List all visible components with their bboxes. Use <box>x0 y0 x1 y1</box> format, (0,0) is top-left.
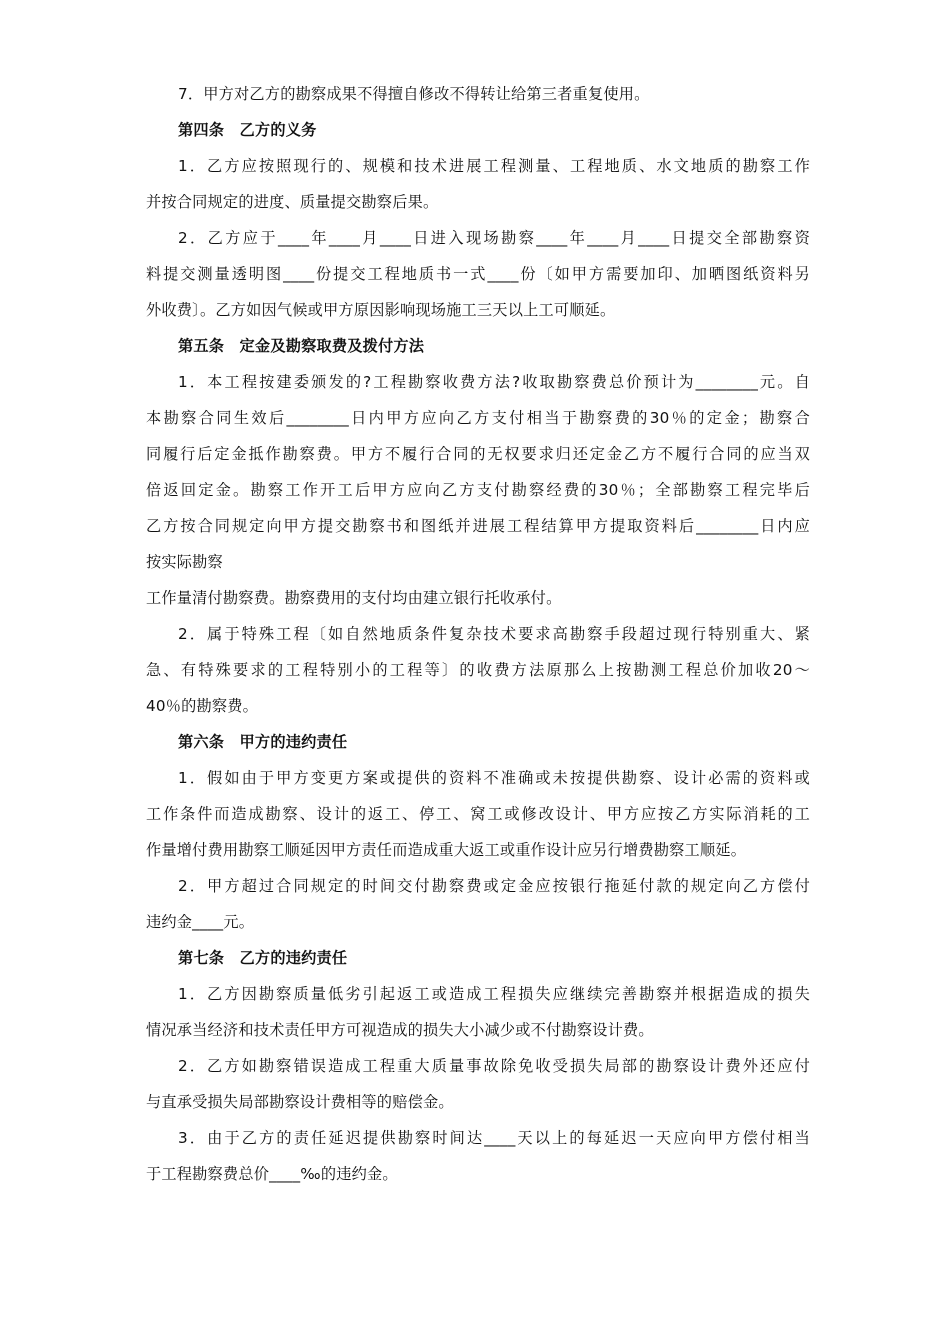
article-4-item-2-line-1: 2．乙方应于____年____月____日进入现场勘察____年____月____日提交全部勘察资 <box>178 229 810 247</box>
article-7-item-3-line-1: 3．由于乙方的责任延迟提供勘察时间达____天以上的每延迟一天应向甲方偿付相当 <box>178 1129 810 1147</box>
article-5-item-1-line-2: 本勘察合同生效后________日内甲方应向乙方支付相当于勘察费的30％的定金；勘察合 <box>146 409 810 427</box>
article-6-item-1-line-2: 工作条件而造成勘察、设计的返工、停工、窝工或修改设计、甲方应按乙方实际消耗的工 <box>146 805 810 823</box>
article-5-item-1-line-1: 1．本工程按建委颁发的?工程勘察收费方法?收取勘察费总价预计为________元。自 <box>178 373 810 391</box>
article-5-item-1-line-4: 倍返回定金。勘察工作开工后甲方应向乙方支付勘察经费的30％；全部勘察工程完毕后 <box>146 481 810 499</box>
article-5-item-2-line-1: 2．属于特殊工程〔如自然地质条件复杂技术要求高勘察手段超过现行特别重大、紧 <box>178 625 810 643</box>
article-6-item-2-line-1: 2．甲方超过合同规定的时间交付勘察费或定金应按银行拖延付款的规定向乙方偿付 <box>178 877 810 895</box>
article-5-item-2-line-2: 急、有特殊要求的工程特别小的工程等〕的收费方法原那么上按勘测工程总价加收20～ <box>146 661 810 679</box>
article-7-item-3-line-2: 于工程勘察费总价____‰的违约金。 <box>146 1165 398 1183</box>
article-5-item-1-line-5: 乙方按合同规定向甲方提交勘察书和图纸并进展工程结算甲方提取资料后________日内应 <box>146 517 810 535</box>
article-7-item-1-line-1: 1．乙方因勘察质量低劣引起返工或造成工程损失应继续完善勘察并根据造成的损失 <box>178 985 810 1003</box>
article-7-item-2-line-2: 与直承受损失局部勘察设计费相等的赔偿金。 <box>146 1093 454 1111</box>
article-4-item-2-line-3: 外收费〕。乙方如因气候或甲方原因影响现场施工三天以上工可顺延。 <box>146 301 616 319</box>
article-4-heading: 第四条 乙方的义务 <box>178 121 317 139</box>
article-4-item-2-line-2: 料提交测量透明图____份提交工程地质书一式____份〔如甲方需要加印、加晒图纸资料另 <box>146 265 810 283</box>
article-5-item-1-line-6: 按实际勘察 <box>146 553 223 571</box>
article-5-item-1-line-7: 工作量清付勘察费。勘察费用的支付均由建立银行托收承付。 <box>146 589 562 607</box>
article-5-item-1-line-3: 同履行后定金抵作勘察费。甲方不履行合同的无权要求归还定金乙方不履行合同的应当双 <box>146 445 810 463</box>
article-5-heading: 第五条 定金及勘察取费及拨付方法 <box>178 337 425 355</box>
article-6-heading: 第六条 甲方的违约责任 <box>178 733 348 751</box>
article-6-item-1-line-3: 作量增付费用勘察工顺延因甲方责任而造成重大返工或重作设计应另行增费勘察工顺延。 <box>146 841 747 859</box>
clause-4-7-text: 7．甲方对乙方的勘察成果不得擅自修改不得转让给第三者重复使用。 <box>178 85 650 103</box>
article-7-heading: 第七条 乙方的违约责任 <box>178 949 348 967</box>
article-6-item-2-line-2: 违约金____元。 <box>146 913 255 931</box>
article-7-item-1-line-2: 情况承当经济和技术责任甲方可视造成的损失大小减少或不付勘察设计费。 <box>146 1021 654 1039</box>
article-6-item-1-line-1: 1．假如由于甲方变更方案或提供的资料不准确或未按提供勘察、设计必需的资料或 <box>178 769 810 787</box>
article-4-item-1-line-2: 并按合同规定的进度、质量提交勘察后果。 <box>146 193 439 211</box>
article-4-item-1-line-1: 1．乙方应按照现行的、规模和技术进展工程测量、工程地质、水文地质的勘察工作 <box>178 157 810 175</box>
document-page <box>146 76 810 1192</box>
article-7-item-2-line-1: 2．乙方如勘察错误造成工程重大质量事故除免收受损失局部的勘察设计费外还应付 <box>178 1057 810 1075</box>
article-5-item-2-line-3: 40％的勘察费。 <box>146 697 259 715</box>
